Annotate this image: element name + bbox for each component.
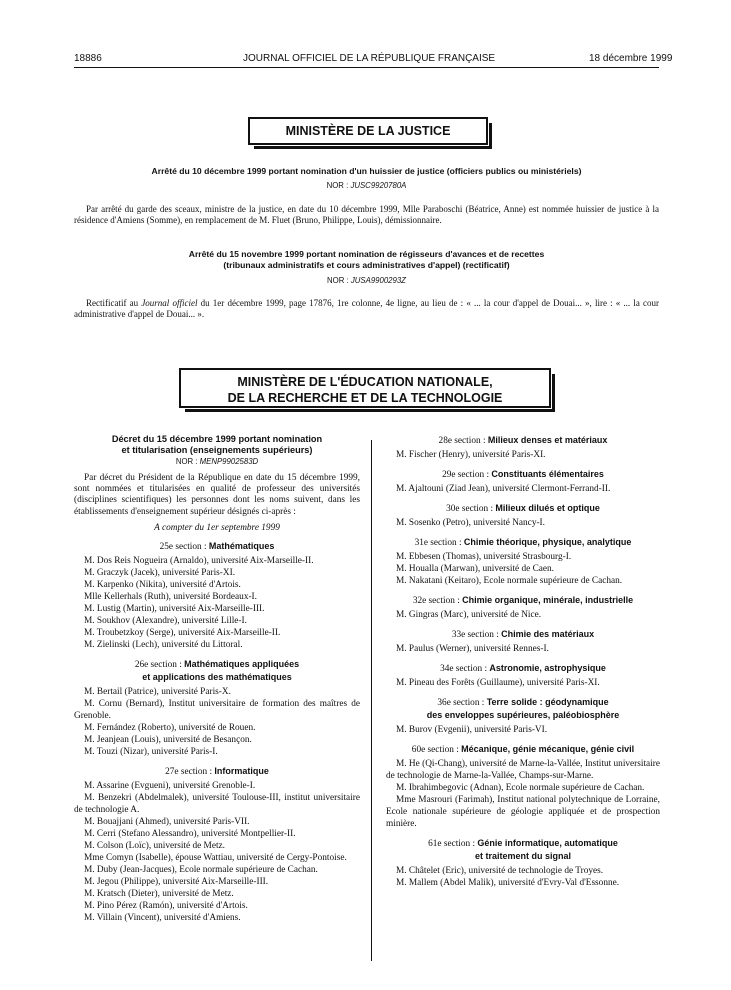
- section-number: 34e section :: [440, 664, 490, 674]
- section-number: 36e section :: [437, 698, 487, 708]
- section-heading: [386, 536, 660, 549]
- section-block: [74, 540, 360, 651]
- section-name: Mathématiques: [208, 540, 275, 551]
- section-block: [386, 837, 660, 889]
- section-block: [386, 628, 660, 655]
- section-name-continued: des enveloppes supérieures, paléobiosphère: [426, 710, 620, 720]
- section-number: 31e section :: [414, 538, 464, 548]
- section-name: Mathématiques appliquées: [184, 658, 300, 669]
- appointee-entry: M. Dos Reis Nogueira (Arnaldo), université Aix-Marseille-II.: [84, 555, 314, 566]
- appointee-entry: M. Fernández (Roberto), université de Rouen.: [84, 722, 256, 733]
- section-block: [386, 696, 660, 736]
- section-heading: [386, 837, 660, 863]
- column-divider: [371, 440, 372, 961]
- section-block: [386, 434, 660, 461]
- appointee-entry: M. Jegou (Philippe), université Aix-Marseille-III.: [84, 876, 269, 887]
- appointee-entry: M. He (Qi-Chang), université de Marne-la-Vallée, Institut universitaire de technologie de Marne-la-Vallée, Champs-sur-Marne.: [386, 759, 660, 781]
- arrete-1-nor: [74, 181, 659, 190]
- appointee-entry: M. Pineau des Forêts (Guillaume), université Paris-XI.: [396, 678, 600, 688]
- appointee-entry: M. Cerri (Stefano Alessandro), université Montpellier-II.: [84, 828, 296, 839]
- appointee-entry: M. Karpenko (Nikita), université d'Artois.: [84, 579, 241, 590]
- ministry-education-line1: MINISTÈRE DE L'ÉDUCATION NATIONALE,: [237, 375, 493, 389]
- section-heading: [386, 594, 660, 607]
- appointee-entry: M. Kratsch (Dieter), université de Metz.: [84, 888, 234, 899]
- appointee-entry: M. Fischer (Henry), université Paris-XI.: [396, 450, 546, 460]
- section-block: [74, 765, 360, 924]
- section-heading: [386, 662, 660, 675]
- arrete-2-body: [74, 298, 659, 319]
- decret-nor: [74, 457, 360, 466]
- arrete-2-title-line2: (tribunaux administratifs et cours administratives d'appel) (rectificatif): [223, 260, 510, 270]
- nor-label: NOR :: [175, 457, 198, 466]
- section-heading: [386, 696, 660, 722]
- appointee-entry: M. Zielinski (Lech), université du Littoral.: [84, 639, 243, 650]
- appointee-entry: M. Colson (Loïc), université de Metz.: [84, 840, 225, 851]
- section-block: [386, 502, 660, 529]
- appointee-entry: M. Lustig (Martin), université Aix-Marseille-III.: [84, 603, 265, 614]
- right-column: [386, 434, 660, 889]
- section-number: 29e section :: [442, 470, 492, 480]
- section-heading: [386, 468, 660, 481]
- section-heading: [74, 658, 360, 684]
- section-name: Astronomie, astrophysique: [489, 663, 606, 673]
- section-name: Chimie organique, minérale, industrielle: [462, 595, 634, 605]
- section-name: Terre solide : géodynamique: [486, 697, 609, 707]
- appointee-entry: Mme Comyn (Isabelle), épouse Wattiau, université de Cergy-Pontoise.: [84, 852, 347, 863]
- appointee-entry: Mlle Kellerhals (Ruth), université Bordeaux-I.: [84, 591, 257, 602]
- appointee-entry: M. Touzi (Nizar), université Paris-I.: [84, 746, 218, 757]
- appointee-entry: M. Ajaltouni (Ziad Jean), université Clermont-Ferrand-II.: [396, 484, 611, 494]
- section-name-continued: et traitement du signal: [474, 851, 572, 861]
- nor-label: NOR :: [326, 181, 349, 190]
- section-number: 28e section :: [438, 436, 488, 446]
- arrete-2-title: [74, 249, 659, 271]
- ministry-education-heading: [179, 368, 551, 408]
- section-name: Milieux denses et matériaux: [487, 435, 608, 445]
- journal-title: JOURNAL OFFICIEL DE LA RÉPUBLIQUE FRANÇAISE: [243, 53, 496, 64]
- section-name-continued: et applications des mathématiques: [142, 671, 292, 682]
- section-name: Chimie des matériaux: [501, 629, 595, 639]
- left-sections: [74, 540, 360, 924]
- rectificatif-text: du 1er décembre 1999, page 17876, 1re colonne, 4e ligne, au lieu de : « ... la cour d'appel de Douai... », lire : « ... la cour administrative d'appel de Douai... ».: [74, 298, 659, 319]
- section-heading: [74, 765, 360, 778]
- section-number: 32e section :: [412, 596, 463, 606]
- section-heading: [74, 540, 360, 553]
- appointee-entry: M. Villain (Vincent), université d'Amiens.: [84, 912, 241, 923]
- arrete-2-nor: [74, 276, 659, 285]
- section-block: [386, 743, 660, 830]
- decret-title-line1: Décret du 15 décembre 1999 portant nomination: [111, 434, 323, 444]
- section-name: Constituants élémentaires: [491, 469, 604, 479]
- decret-title-line2: et titularisation (enseignements supérieurs): [121, 445, 313, 455]
- section-name: Milieux dilués et optique: [495, 503, 600, 513]
- appointee-entry: M. Nakatani (Keitaro), Ecole normale supérieure de Cachan.: [396, 576, 623, 586]
- appointee-entry: M. Duby (Jean-Jacques), Ecole normale supérieure de Cachan.: [84, 864, 318, 875]
- appointee-entry: M. Cornu (Bernard), Institut universitaire de formation des maîtres de Grenoble.: [74, 698, 360, 721]
- appointee-entry: M. Pino Pérez (Ramón), université d'Artois.: [84, 900, 248, 911]
- effective-date: A compter du 1er septembre 1999: [154, 522, 280, 533]
- section-block: [386, 662, 660, 689]
- nor-code: MENP9902583D: [199, 457, 259, 466]
- appointee-entry: M. Gingras (Marc), université de Nice.: [396, 610, 542, 620]
- arrete-1-title: Arrêté du 10 décembre 1999 portant nomination d'un huissier de justice (officiers publics ou ministériels): [151, 166, 582, 176]
- ministry-justice-text: MINISTÈRE DE LA JUSTICE: [285, 124, 451, 138]
- left-column: [74, 434, 360, 924]
- appointee-entry: M. Assarine (Evgueni), université Grenoble-I.: [84, 780, 256, 791]
- section-heading: [386, 743, 660, 756]
- appointee-entry: M. Châtelet (Eric), université de technologie de Troyes.: [396, 866, 604, 876]
- arrete-1-body: Par arrêté du garde des sceaux, ministre de la justice, en date du 10 décembre 1999, Mlle Paraboschi (Béatrice, Anne) est nommée huissier de justice à la résidence d'Amiens (Somme), en remplacement de M. Fluet (Bruno, Philippe, Louis), démissionnaire.: [74, 204, 659, 225]
- ministry-education-line2: DE LA RECHERCHE ET DE LA TECHNOLOGIE: [227, 391, 503, 405]
- section-heading: [386, 502, 660, 515]
- appointee-entry: M. Benzekri (Abdelmalek), université Toulouse-III, institut universitaire de technologie A.: [74, 792, 360, 815]
- section-block: [74, 658, 360, 758]
- appointee-entry: M. Sosenko (Petro), université Nancy-I.: [396, 518, 545, 528]
- rectificatif-prefix: Rectificatif au: [86, 298, 142, 308]
- section-block: [386, 536, 660, 587]
- section-heading: [386, 628, 660, 641]
- section-number: 26e section :: [134, 659, 185, 670]
- nor-code: JUSC9920780A: [350, 181, 407, 190]
- section-name: Génie informatique, automatique: [477, 838, 618, 848]
- section-number: 27e section :: [165, 766, 215, 777]
- section-name: Informatique: [214, 765, 269, 776]
- nor-label: NOR :: [327, 276, 349, 285]
- appointee-entry: M. Graczyk (Jacek), université Paris-XI.: [84, 567, 236, 578]
- appointee-entry: M. Mallem (Abdel Malik), université d'Evry-Val d'Essonne.: [396, 878, 620, 888]
- appointee-entry: M. Ibrahimbegovic (Adnan), Ecole normale supérieure de Cachan.: [396, 783, 645, 793]
- appointee-entry: M. Burov (Evgenii), université Paris-VI.: [396, 725, 548, 735]
- appointee-entry: M. Ebbesen (Thomas), université Strasbourg-I.: [396, 552, 572, 562]
- nor-code: JUSA9900293Z: [350, 276, 406, 285]
- appointee-entry: M. Troubetzkoy (Serge), université Aix-Marseille-II.: [84, 627, 281, 638]
- appointee-entry: M. Bertail (Patrice), université Paris-X.: [84, 686, 231, 697]
- decret-title: [74, 434, 360, 456]
- appointee-entry: M. Houalla (Marwan), université de Caen.: [396, 564, 554, 574]
- ministry-justice-heading: [248, 117, 488, 145]
- arrete-2-title-line1: Arrêté du 15 novembre 1999 portant nomination de régisseurs d'avances et de recettes: [188, 249, 545, 259]
- header-rule: [74, 67, 659, 68]
- section-name: Chimie théorique, physique, analytique: [463, 537, 632, 547]
- section-number: 25e section :: [159, 541, 209, 552]
- section-block: [386, 594, 660, 621]
- section-number: 33e section :: [451, 630, 502, 640]
- page-number: 18886: [74, 53, 102, 64]
- appointee-entry: M. Soukhov (Alexandre), université Lille-I.: [84, 615, 247, 626]
- issue-date: 18 décembre 1999: [589, 53, 673, 64]
- appointee-entry: M. Jeanjean (Louis), université de Besançon.: [84, 734, 252, 745]
- journal-officiel-ref: Journal officiel: [141, 298, 198, 308]
- section-block: [386, 468, 660, 495]
- appointee-entry: Mme Masrouri (Farimah), Institut national polytechnique de Lorraine, Ecole nationale supérieure de géologie appliquée et de prospection minière.: [386, 795, 660, 829]
- section-number: 61e section :: [428, 839, 478, 849]
- section-heading: [386, 434, 660, 447]
- right-sections: [386, 434, 660, 889]
- section-number: 30e section :: [446, 504, 496, 514]
- section-name: Mécanique, génie mécanique, génie civil: [461, 744, 635, 754]
- appointee-entry: M. Bouajjani (Ahmed), université Paris-VII.: [84, 816, 250, 827]
- appointee-entry: M. Paulus (Werner), université Rennes-I.: [396, 644, 549, 654]
- section-number: 60e section :: [411, 745, 462, 755]
- decret-body: Par décret du Président de la République en date du 15 décembre 1999, sont nommées et titularisées en qualité de professeur des universités (disciplines scientifiques) les personnes dont les noms suivent, dans les établissements d'enseignement supérieur désignés ci-après :: [74, 473, 360, 517]
